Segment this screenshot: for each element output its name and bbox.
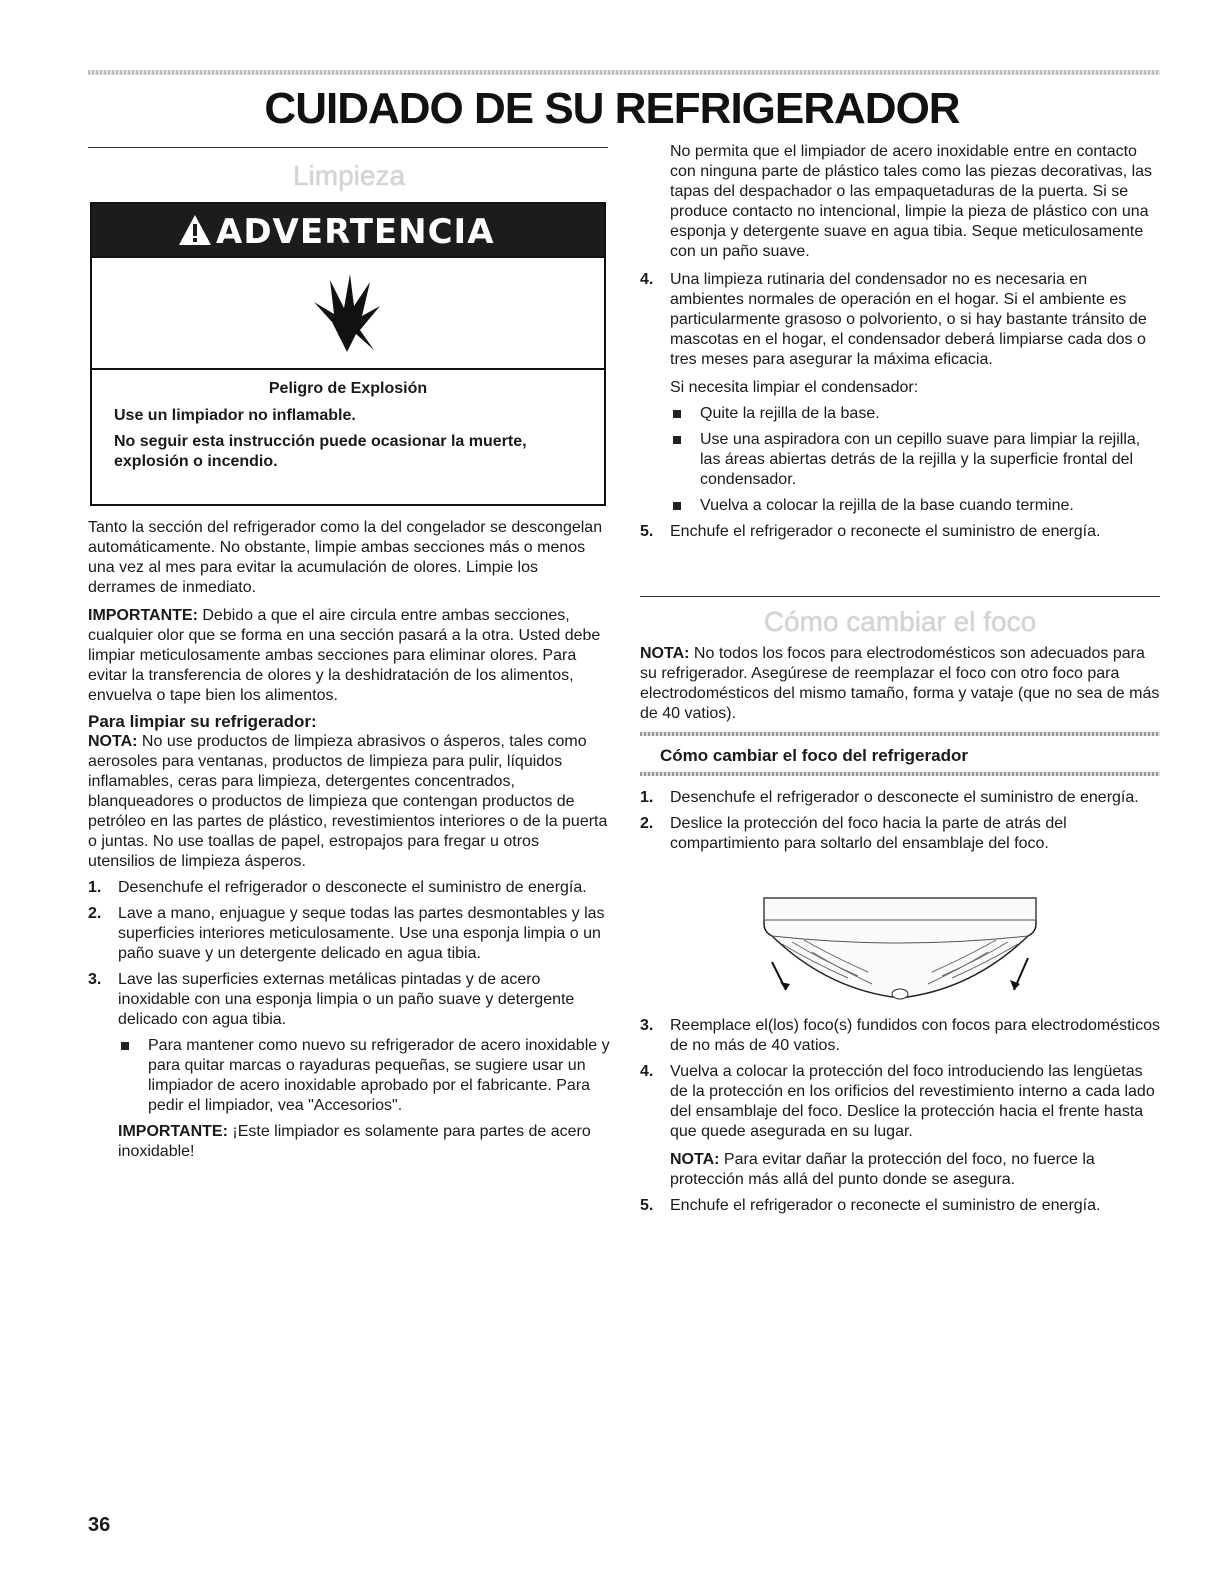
list-item: Para mantener como nuevo su refrigerador de acero inoxidable y para quitar marcas o rayaduras pequeñas, se sugiere usar un limpiador de acero inoxidable aprobado por el fabricante. Para pedir el limpiador, vea "Accesorios". (118, 1036, 610, 1116)
important-paragraph (88, 606, 610, 706)
step-text: Enchufe el refrigerador o reconecte el suministro de energía. (670, 1197, 1101, 1214)
nota-text: No use productos de limpieza abrasivos o ásperos, tales como aerosoles para ventanas, productos de limpieza para pulir, líquidos inflamables, ceras para limpieza, detergentes concentrados, blanqueadores o productos de limpieza que contengan productos de petróleo en las partes de plástico, revestimientos interiores o de la puerta o juntas. No use toallas de papel, estropajos para fregar u otros utensilios de limpieza ásperos. (88, 733, 608, 870)
step-text: Vuelva a colocar la protección del foco introduciendo las lengüetas de la protección en los orificios del revestimiento interno a cada lado del ensamblaje del foco. Deslice la protección hacia el frente hasta que quede asegurada en su lugar. (670, 1063, 1155, 1140)
right-column-bulb-steps-b (640, 1016, 1160, 1222)
section-rule (640, 596, 1160, 597)
subhead-bottom-bar (640, 772, 1160, 776)
section-title-limpieza: Limpieza (292, 160, 406, 191)
bulb-nota-paragraph (640, 644, 1160, 724)
right-column-top (640, 142, 1160, 548)
bulb-cover-illustration (752, 890, 1048, 1008)
list-item (640, 814, 1160, 854)
explosion-icon (312, 272, 382, 356)
step-text: Deslice la protección del foco hacia la parte de atrás del compartimiento para soltarlo del ensamblaje del foco. (670, 815, 1067, 852)
step-number: 1. (640, 789, 654, 806)
condenser-bullets (670, 404, 1160, 516)
right-column-bulb-steps-a (640, 788, 1160, 860)
subhead-top-bar (640, 732, 1160, 736)
step-text: Lave a mano, enjuague y seque todas las partes desmontables y las superficies interiores meticulosamente. Use una esponja limpia o un paño suave y un detergente delicado en agua tibia. (118, 905, 605, 962)
list-item (88, 878, 610, 898)
list-item (88, 970, 610, 1162)
list-item: Quite la rejilla de la base. (670, 404, 1160, 424)
warning-triangle-icon (178, 214, 212, 246)
list-item (640, 1016, 1160, 1056)
list-item (640, 1196, 1160, 1216)
warning-icon-area (92, 258, 604, 370)
step-number: 4. (640, 1063, 654, 1080)
important-text: Debido a que el aire circula entre ambas secciones, cualquier olor que se forma en una sección pasará a la otra. Usted debe limpiar meticulosamente ambas secciones para eliminar olores. Para evitar la transferencia de olores y la deshidratación de los alimentos, envuelva o tape bien los alimentos. (88, 607, 601, 704)
step-number: 4. (640, 271, 654, 288)
list-item (88, 904, 610, 964)
list-item: Use una aspiradora con un cepillo suave para limpiar la rejilla, las áreas abiertas detrás de la rejilla y la superficie frontal del condensador. (670, 430, 1160, 490)
step-number: 2. (88, 905, 102, 922)
step-text: Reemplace el(los) foco(s) fundidos con focos para electrodomésticos de no más de 40 vatios. (670, 1017, 1161, 1054)
step-text: Enchufe el refrigerador o reconecte el suministro de energía. (670, 523, 1101, 540)
list-item (640, 522, 1160, 542)
step-text: Una limpieza rutinaria del condensador no es necesaria en ambientes normales de operación en el hogar. Si el ambiente es particularmente grasoso o polvoriento, o si hay bastante tránsito de mascotas en el hogar, el condensador deberá limpiarse cada dos o tres meses para asegurar la máxima eficacia. (670, 271, 1147, 368)
nota2-label: NOTA: (670, 1151, 720, 1168)
section-rule (88, 147, 608, 148)
intro-paragraph: Tanto la sección del refrigerador como la del congelador se descongelan automáticamente. No obstante, limpie ambas secciones más o menos una vez al mes para evitar la acumulación de olores. Limpie los derrames de inmediato. (88, 519, 603, 596)
page-title: CUIDADO DE SU REFRIGERADOR (264, 84, 960, 133)
step-number: 3. (88, 971, 102, 988)
cleaning-subheading: Para limpiar su refrigerador: (88, 712, 317, 731)
bulb-nota2-paragraph (670, 1150, 1160, 1190)
warning-hazard-title: Peligro de Explosión (268, 380, 428, 397)
left-column-body (88, 518, 610, 1168)
important-label: IMPORTANTE: (88, 607, 198, 624)
warning-line-2: No seguir esta instrucción puede ocasionar la muerte, explosión o incendio. (114, 433, 527, 470)
list-item (640, 1062, 1160, 1190)
step-number: 1. (88, 879, 102, 896)
nota2-text: Para evitar dañar la protección del foco, no fuerce la protección más allá del punto donde se asegura. (670, 1151, 1095, 1188)
list-item: Vuelva a colocar la rejilla de la base cuando termine. (670, 496, 1160, 516)
nota-paragraph (88, 732, 610, 872)
step-number: 5. (640, 523, 654, 540)
warning-header (92, 204, 604, 258)
cleaning-steps (88, 878, 610, 1162)
bulb-subheading: Cómo cambiar el foco del refrigerador (660, 746, 968, 765)
step-text: Desenchufe el refrigerador o desconecte el suministro de energía. (670, 789, 1139, 806)
list-item (640, 270, 1160, 516)
condenser-subtext: Si necesita limpiar el condensador: (670, 379, 919, 396)
important2-paragraph (118, 1122, 610, 1162)
continued-paragraph: No permita que el limpiador de acero inoxidable entre en contacto con ninguna parte de plástico tales como las piezas decorativas, las tapas del despachador o las empaquetaduras de la puerta. Si se produce contacto no intencional, limpie la pieza de plástico con una esponja y detergente suave en agua tibia. Seque meticulosamente con un paño suave. (670, 143, 1153, 260)
bulb-steps-b (640, 1016, 1160, 1216)
step-text: Desenchufe el refrigerador o desconecte el suministro de energía. (118, 879, 587, 896)
condenser-steps (640, 270, 1160, 542)
nota-label: NOTA: (88, 733, 138, 750)
warning-header-text: ADVERTENCIA (216, 212, 495, 252)
right-column-bulb (640, 644, 1160, 724)
warning-line-1: Use un limpiador no inflamable. (114, 407, 356, 424)
stainless-bullets (118, 1036, 610, 1116)
step-number: 2. (640, 815, 654, 832)
important2-text: ¡Este limpiador es solamente para partes de acero inoxidable! (118, 1123, 591, 1160)
warning-box (90, 202, 606, 506)
nota-text: No todos los focos para electrodomésticos son adecuados para su refrigerador. Asegúrese de reemplazar el foco con otro foco para electrodomésticos del mismo tamaño, forma y vataje (que no sea de más de 40 vatios). (640, 645, 1160, 722)
section-title-foco: Cómo cambiar el foco (763, 606, 1037, 637)
step-text: Lave las superficies externas metálicas pintadas y de acero inoxidable con una esponja limpia o un paño suave y detergente delicado con agua tibia. (118, 971, 575, 1028)
step-number: 3. (640, 1017, 654, 1034)
top-rule (88, 70, 1160, 75)
list-item (640, 788, 1160, 808)
important2-label: IMPORTANTE: (118, 1123, 228, 1140)
nota-label: NOTA: (640, 645, 690, 662)
bulb-steps-a (640, 788, 1160, 854)
page-number: 36 (88, 1514, 111, 1536)
step-number: 5. (640, 1197, 654, 1214)
